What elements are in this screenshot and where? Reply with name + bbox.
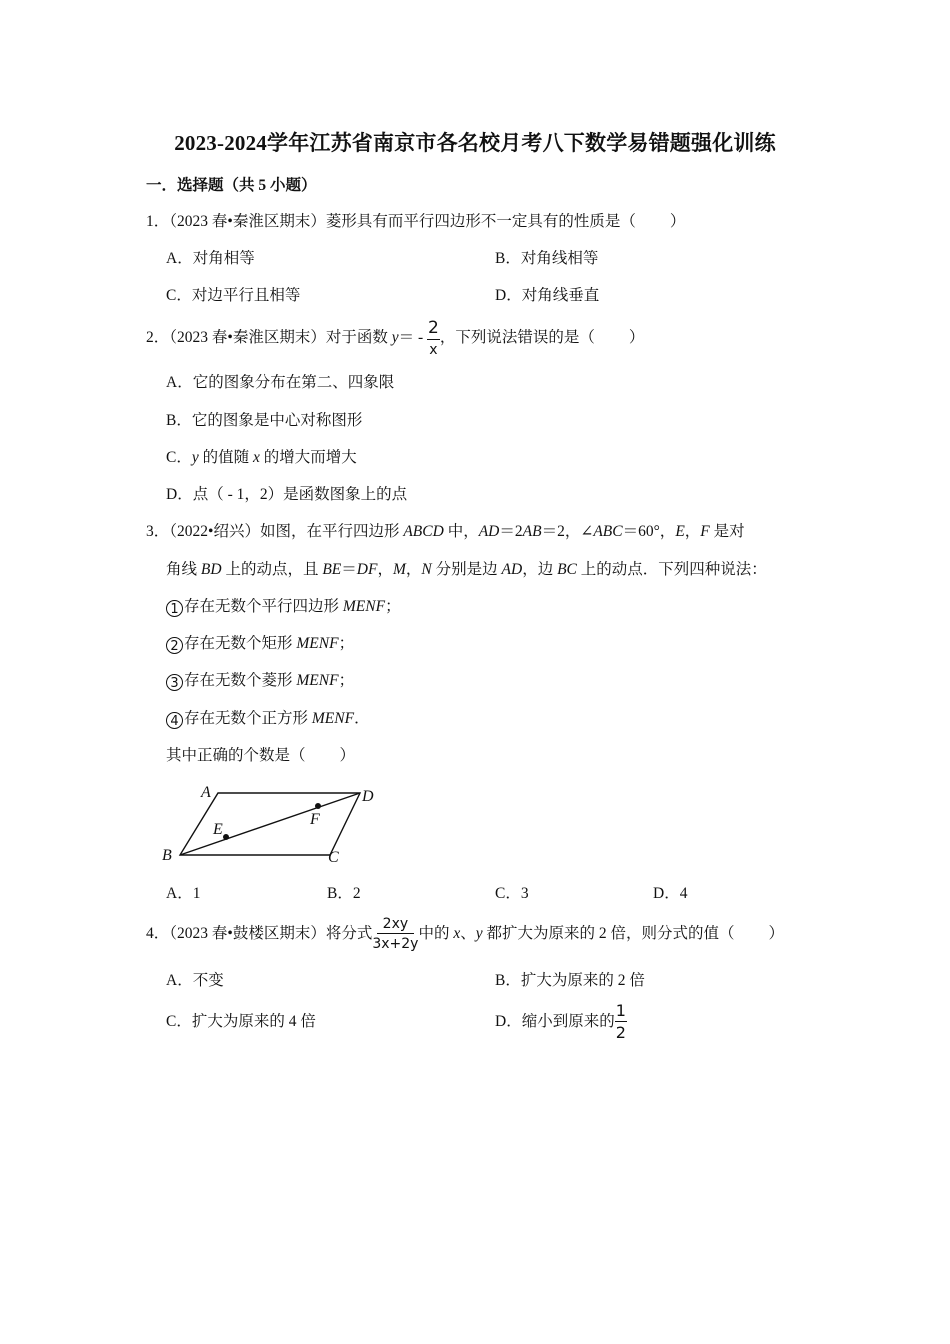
math-variable: x — [253, 449, 260, 466]
circled-number-icon: 3 — [166, 674, 183, 691]
question-text: 其中正确的个数是（ — [166, 747, 306, 764]
math-fraction — [427, 317, 440, 358]
question-text: 中， — [443, 523, 479, 540]
question-number: 4． — [146, 925, 170, 942]
q2-option-b[interactable] — [166, 411, 362, 431]
circled-number-icon: 2 — [166, 637, 183, 654]
question-text: ， — [405, 561, 422, 578]
statement-2 — [166, 634, 354, 654]
fraction-numerator: 2 — [428, 317, 439, 338]
question-text: ＝2，∠ — [541, 523, 594, 540]
statement-text: 存在无数个菱形 — [184, 672, 297, 689]
math-variable: MENF — [311, 710, 355, 727]
question-number: 2． — [146, 329, 170, 346]
option-label: A． — [166, 250, 193, 267]
question-3-ask — [166, 746, 355, 766]
question-3-stem-line1 — [146, 522, 745, 542]
option-text: 1 — [192, 885, 201, 902]
question-text: 将分式 — [325, 925, 373, 942]
statement-text: 存在无数个矩形 — [184, 635, 297, 652]
q1-option-a[interactable] — [166, 249, 255, 269]
option-label: D． — [495, 1013, 522, 1030]
option-text: 对角线相等 — [520, 250, 599, 267]
q1-option-d[interactable] — [495, 286, 599, 306]
punctuation: ； — [385, 598, 401, 615]
question-text: 角线 — [166, 561, 201, 578]
question-text: ＝2 — [499, 523, 523, 540]
option-text: 它的图象是中心对称图形 — [191, 412, 363, 429]
math-variable: M — [392, 561, 406, 578]
section-heading: 一．选择题（共 5 小题） — [146, 177, 317, 194]
fraction-numerator: 2xy — [377, 917, 414, 934]
option-text: 4 — [679, 885, 688, 902]
question-1-stem — [146, 212, 685, 232]
point-e — [223, 834, 229, 840]
fraction-denominator: x — [429, 341, 438, 358]
option-label: C． — [166, 449, 192, 466]
option-text: 点（ - 1，2）是函数图象上的点 — [192, 486, 408, 503]
option-label: D． — [653, 885, 680, 902]
circled-number-icon: 4 — [166, 712, 183, 729]
q4-option-c[interactable] — [166, 1012, 316, 1032]
math-variable: BC — [557, 561, 577, 578]
option-label: D． — [495, 287, 522, 304]
q3-option-a[interactable] — [166, 884, 200, 904]
option-label: C． — [166, 1013, 192, 1030]
answer-paren-close: ） — [339, 747, 356, 764]
option-label: C． — [495, 885, 521, 902]
question-text: 都扩大为原来的 2 倍，则分式的值（ — [482, 925, 735, 942]
option-text: 缩小到原来的 — [521, 1013, 615, 1030]
fraction-denominator: 3x+2y — [372, 936, 419, 953]
q1-option-b[interactable] — [495, 249, 598, 269]
question-text: ，边 — [522, 561, 558, 578]
math-variable: BD — [200, 561, 222, 578]
label-a: A — [201, 784, 211, 801]
question-text: 菱形具有而平行四边形不一定具有的性质是（ — [325, 213, 636, 230]
option-text: 的增大而增大 — [259, 449, 357, 466]
q4-option-a[interactable] — [166, 971, 224, 991]
math-variable: MENF — [296, 635, 339, 652]
statement-text: 存在无数个平行四边形 — [184, 598, 343, 615]
q3-option-c[interactable] — [495, 884, 529, 904]
q3-option-b[interactable] — [327, 884, 361, 904]
question-4-stem — [146, 914, 784, 954]
option-text: 3 — [520, 885, 529, 902]
math-variable: AD — [501, 561, 523, 578]
math-variable: y — [391, 329, 399, 346]
math-variable: y — [191, 449, 199, 466]
diagonal-bd — [180, 793, 360, 855]
option-label: B． — [166, 412, 192, 429]
math-variable: MENF — [342, 598, 386, 615]
point-f — [315, 803, 321, 809]
answer-paren-close: ） — [628, 329, 645, 346]
statement-1 — [166, 597, 401, 617]
option-label: A． — [166, 885, 193, 902]
q2-option-c[interactable] — [166, 448, 357, 468]
question-source: （2023 春•鼓楼区期末） — [169, 925, 326, 942]
math-variable: x — [453, 925, 461, 942]
option-label: C． — [166, 287, 192, 304]
q2-option-a[interactable] — [166, 373, 394, 393]
option-label: D． — [166, 486, 193, 503]
math-variable: AD — [478, 523, 500, 540]
question-3-stem-line2 — [166, 560, 767, 580]
punctuation: 、 — [460, 925, 476, 942]
math-variable: BE — [322, 561, 342, 578]
option-text: 扩大为原来的 2 倍 — [520, 972, 645, 989]
statement-3 — [166, 671, 354, 691]
math-variable: y — [475, 925, 483, 942]
question-text: 如图，在平行四边形 — [259, 523, 404, 540]
question-number: 3． — [146, 523, 170, 540]
punctuation: ； — [338, 635, 355, 652]
q1-option-c[interactable] — [166, 286, 300, 306]
circled-number-icon: 1 — [166, 600, 183, 617]
label-f: F — [310, 811, 320, 828]
statement-4 — [166, 709, 370, 729]
option-text: 对角线垂直 — [521, 287, 600, 304]
answer-paren-close: ） — [768, 925, 785, 942]
option-label: B． — [495, 972, 521, 989]
option-text: 对边平行且相等 — [191, 287, 301, 304]
statement-text: 存在无数个正方形 — [184, 710, 312, 727]
question-text: 是对 — [709, 523, 745, 540]
question-text: 上的动点．下列四种说法： — [576, 561, 767, 578]
math-variable: AB — [522, 523, 542, 540]
answer-paren-close: ） — [669, 213, 686, 230]
math-variable: ABC — [593, 523, 623, 540]
question-source: （2023 春•秦淮区期末） — [169, 213, 326, 230]
question-text: 分别是边 — [431, 561, 502, 578]
punctuation: ． — [354, 710, 370, 727]
option-label: A． — [166, 374, 193, 391]
parallelogram-figure — [160, 780, 390, 870]
question-text: 对于函数 — [325, 329, 392, 346]
math-variable: N — [421, 561, 432, 578]
fraction-numerator: 1 — [615, 1001, 626, 1021]
option-text: 它的图象分布在第二、四象限 — [192, 374, 395, 391]
label-b: B — [162, 847, 172, 864]
math-operator: ＝ - — [398, 329, 424, 346]
math-variable: MENF — [296, 672, 339, 689]
math-variable: E — [675, 523, 685, 540]
option-label: A． — [166, 972, 193, 989]
question-number: 1． — [146, 213, 170, 230]
option-text: 不变 — [192, 972, 224, 989]
page-title: 2023-2024学年江苏省南京市各名校月考八下数学易错题强化训练 — [174, 131, 776, 155]
label-e: E — [213, 821, 223, 838]
math-fraction — [615, 1003, 627, 1041]
math-variable: F — [700, 523, 710, 540]
q3-option-d[interactable] — [653, 884, 687, 904]
punctuation: ； — [338, 672, 355, 689]
question-text: ， — [684, 523, 701, 540]
question-source: （2022•绍兴） — [169, 523, 260, 540]
question-text: 中的 — [418, 925, 454, 942]
q4-option-b[interactable] — [495, 971, 645, 991]
q2-option-d[interactable] — [166, 485, 407, 505]
option-label: B． — [327, 885, 353, 902]
math-variable: ABCD — [403, 523, 444, 540]
question-text: ＝ — [341, 561, 357, 578]
question-text: 上的动点，且 — [221, 561, 323, 578]
label-c: C — [328, 849, 339, 866]
q4-option-d[interactable] — [495, 1002, 627, 1042]
question-source: （2023 春•秦淮区期末） — [169, 329, 326, 346]
math-variable: DF — [356, 561, 378, 578]
fraction-denominator: 2 — [615, 1023, 626, 1043]
option-label: B． — [495, 250, 521, 267]
option-text: 2 — [352, 885, 361, 902]
math-fraction — [372, 917, 418, 951]
question-2-stem — [146, 318, 644, 358]
label-d: D — [362, 788, 374, 805]
question-text: ＝60°， — [622, 523, 676, 540]
option-text: 扩大为原来的 4 倍 — [191, 1013, 316, 1030]
option-text: 的值随 — [198, 449, 253, 466]
question-text: ， — [377, 561, 393, 578]
question-text: ，下列说法错误的是（ — [439, 329, 595, 346]
option-text: 对角相等 — [192, 250, 255, 267]
